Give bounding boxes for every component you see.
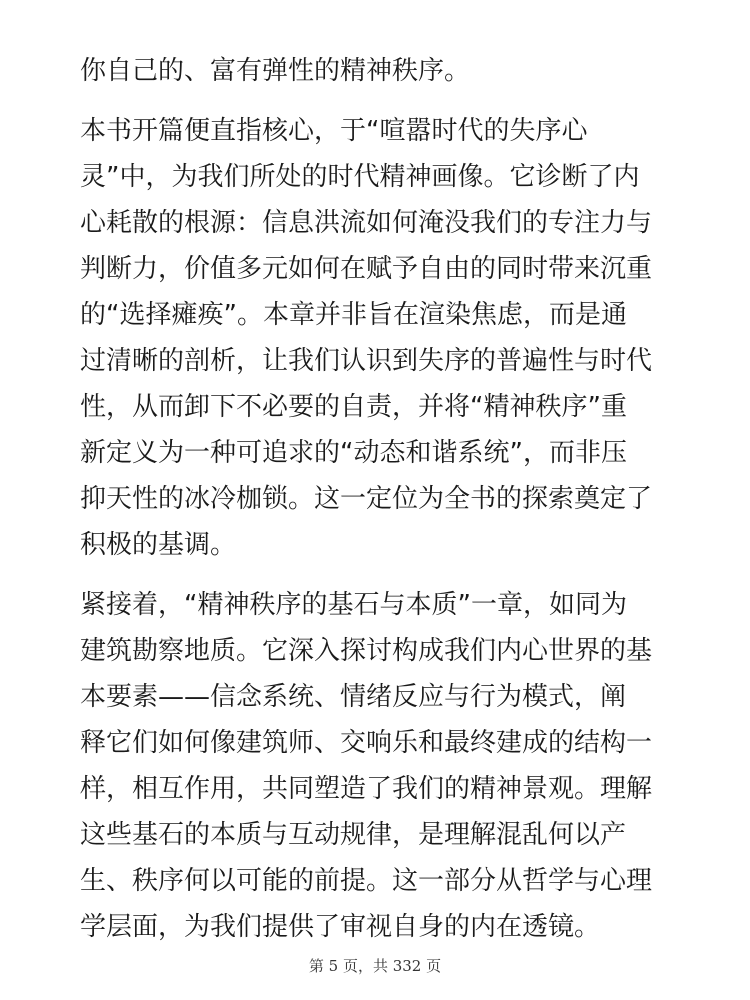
text-line: 释它们如何像建筑师、交响乐和最终建成的结构一 bbox=[80, 728, 653, 758]
paragraph bbox=[80, 582, 680, 950]
paragraph bbox=[80, 108, 680, 568]
text-line: 学层面，为我们提供了审视自身的内在透镜。 bbox=[80, 912, 601, 942]
text-line: 过清晰的剖析，让我们认识到失序的普遍性与时代 bbox=[80, 346, 653, 376]
text-line: 这些基石的本质与互动规律，是理解混乱何以产 bbox=[80, 820, 627, 850]
text-line: 你自己的、富有弹性的精神秩序。 bbox=[80, 56, 471, 86]
text-line: 性，从而卸下不必要的自责，并将“精神秩序”重 bbox=[80, 392, 627, 422]
text-line: 本书开篇便直指核心，于“喧嚣时代的失序心 bbox=[80, 116, 588, 146]
text-line: 本要素——信念系统、情绪反应与行为模式，阐 bbox=[80, 682, 627, 712]
text-line: 积极的基调。 bbox=[80, 530, 237, 560]
document-body bbox=[80, 48, 680, 964]
text-line: 判断力，价值多元如何在赋予自由的同时带来沉重 bbox=[80, 254, 653, 284]
text-line: 样，相互作用，共同塑造了我们的精神景观。理解 bbox=[80, 774, 653, 804]
paragraph bbox=[80, 48, 680, 94]
page-number-footer: 第 5 页，共 332 页 bbox=[308, 957, 442, 975]
text-line: 建筑勘察地质。它深入探讨构成我们内心世界的基 bbox=[80, 636, 653, 666]
text-line: 抑天性的冰冷枷锁。这一定位为全书的探索奠定了 bbox=[80, 484, 653, 514]
text-line: 灵”中，为我们所处的时代精神画像。它诊断了内 bbox=[80, 162, 640, 192]
text-line: 的“选择瘫痪”。本章并非旨在渲染焦虑，而是通 bbox=[80, 300, 627, 330]
text-line: 新定义为一种可追求的“动态和谐系统”，而非压 bbox=[80, 438, 627, 468]
text-line: 紧接着，“精神秩序的基石与本质”一章，如同为 bbox=[80, 590, 627, 620]
text-line: 生、秩序何以可能的前提。这一部分从哲学与心理 bbox=[80, 866, 653, 896]
text-line: 心耗散的根源：信息洪流如何淹没我们的专注力与 bbox=[80, 208, 653, 238]
